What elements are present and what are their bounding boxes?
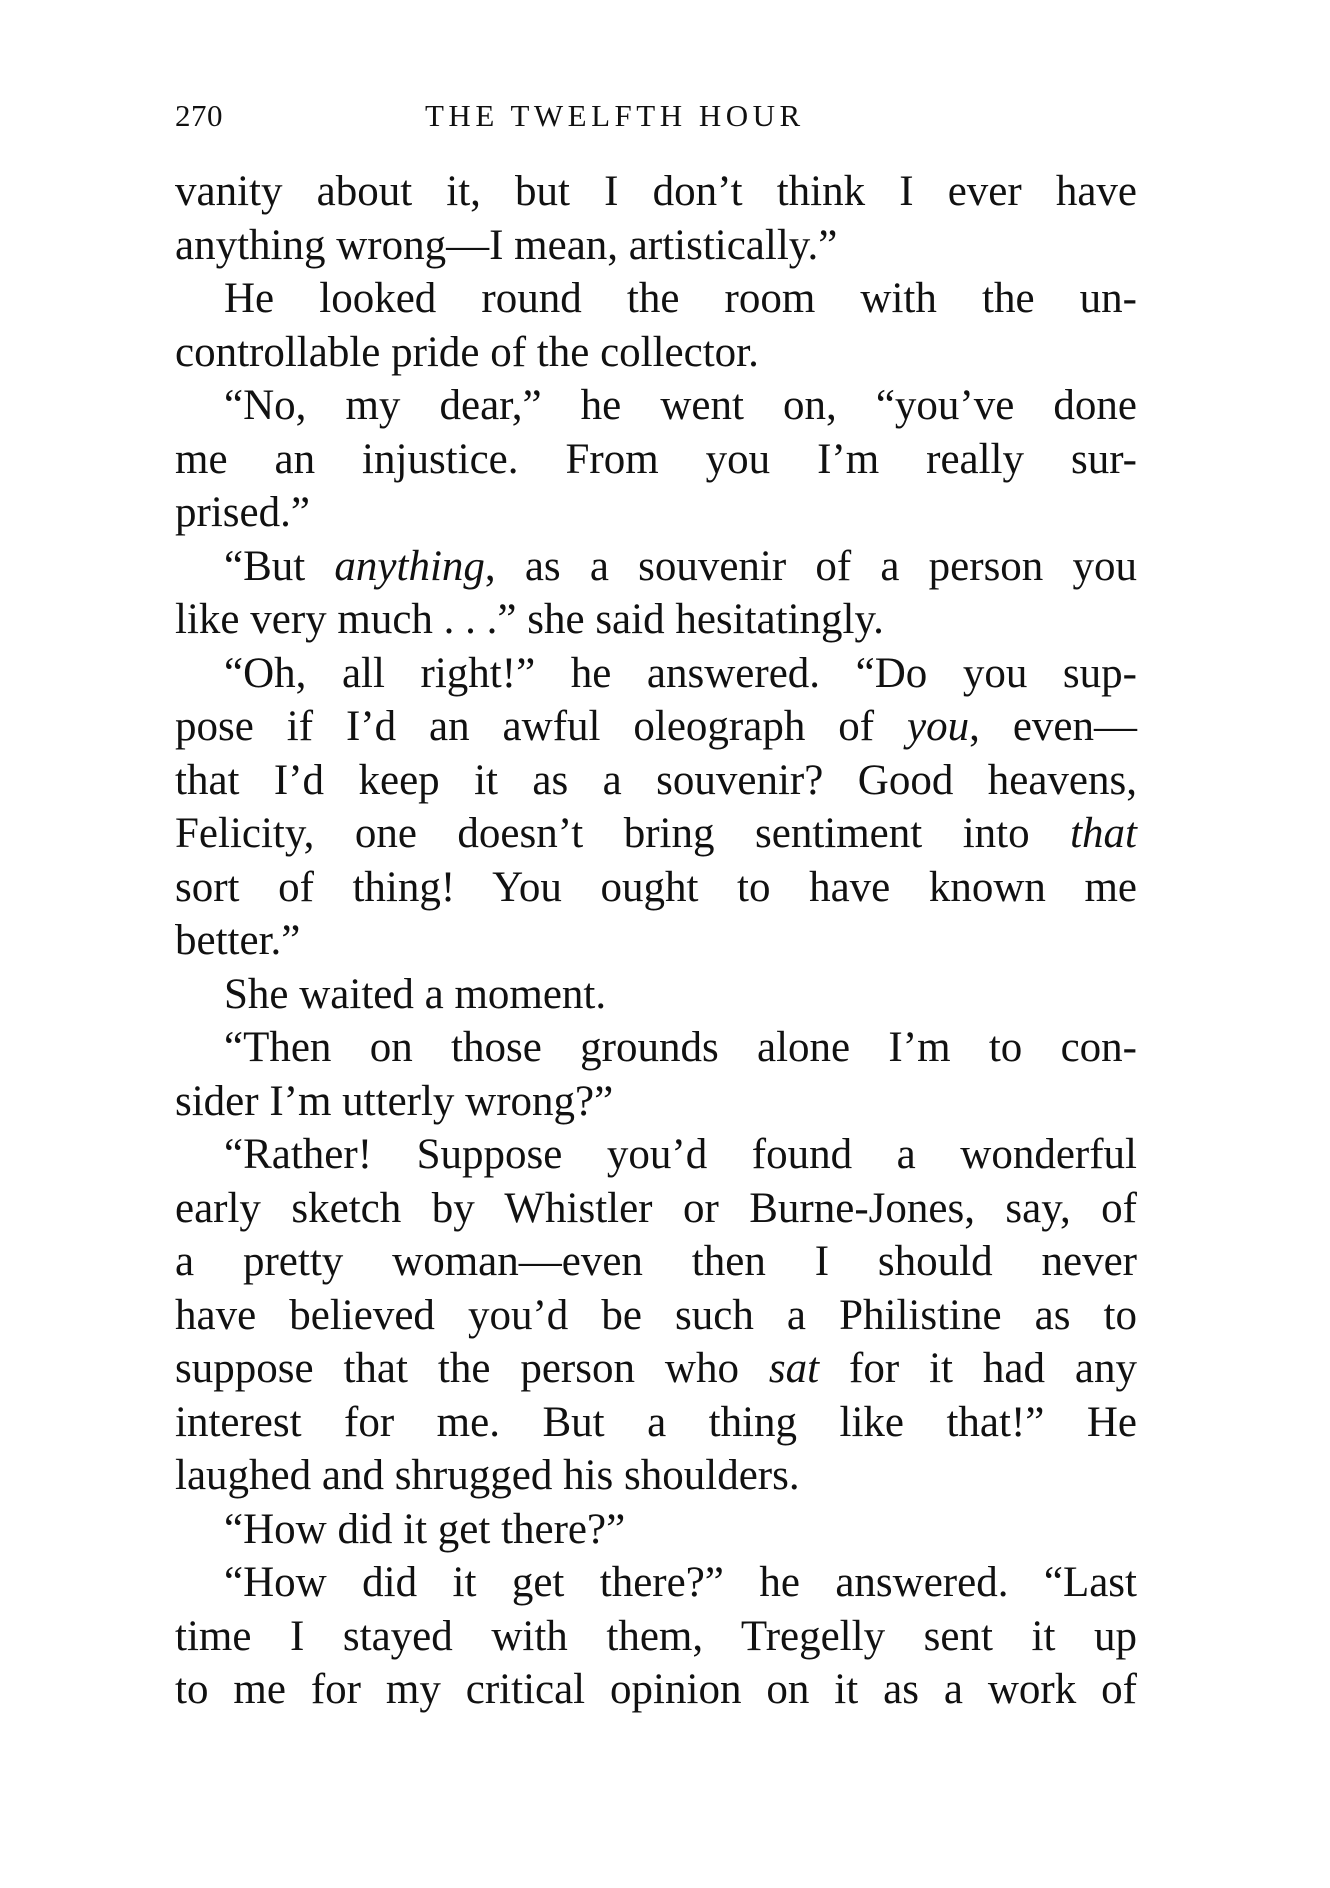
page-number: 270 xyxy=(175,98,223,133)
text-line xyxy=(175,861,1137,915)
text-segment: “How did it get there?” xyxy=(224,1505,626,1553)
text-line xyxy=(175,486,1137,540)
text-segment: have believed you’d be such a Philistine as to xyxy=(175,1291,1137,1339)
text-segment: interest for me. But a thing like that!” He xyxy=(175,1398,1137,1446)
text-segment: She waited a moment. xyxy=(224,970,607,1018)
text-line xyxy=(175,1396,1137,1450)
text-segment: to me for my critical opinion on it as a work of xyxy=(175,1666,1137,1713)
text-segment: He looked round the room with the un- xyxy=(224,275,1137,322)
page-header xyxy=(175,98,1135,148)
text-segment: , as a souvenir of a person you xyxy=(484,542,1137,590)
text-line xyxy=(175,326,1137,380)
text-line xyxy=(175,1128,1137,1182)
text-line xyxy=(175,593,1137,647)
text-line xyxy=(175,433,1137,487)
text-line xyxy=(175,1021,1137,1075)
text-line xyxy=(175,807,1137,861)
text-line xyxy=(175,540,1137,594)
italic-text: anything xyxy=(334,542,485,590)
text-line xyxy=(175,1289,1137,1343)
text-segment: suppose that the person who xyxy=(175,1345,769,1392)
text-segment: sort of thing! You ought to have known me xyxy=(175,863,1137,911)
text-line xyxy=(175,914,1137,968)
text-line xyxy=(175,1182,1137,1236)
text-segment: a pretty woman—even then I should never xyxy=(175,1238,1137,1285)
text-line xyxy=(175,219,1137,273)
text-line xyxy=(175,1075,1137,1129)
text-line xyxy=(175,165,1137,219)
text-segment: “No, my dear,” he went on, “you’ve done xyxy=(224,382,1137,429)
text-segment: early sketch by Whistler or Burne-Jones, say, of xyxy=(175,1184,1137,1232)
italic-text: sat xyxy=(768,1345,820,1392)
text-segment: “But xyxy=(224,542,335,590)
text-segment: “Then on those grounds alone I’m to con- xyxy=(224,1024,1137,1071)
text-segment: that I’d keep it as a souvenir? Good heavens, xyxy=(175,756,1137,804)
text-line xyxy=(175,1449,1137,1503)
text-line xyxy=(175,1235,1137,1289)
text-segment: anything wrong—I mean, artistically.” xyxy=(175,221,838,269)
italic-text: that xyxy=(1070,810,1137,857)
text-segment: laughed and shrugged his shoulders. xyxy=(175,1452,800,1499)
body-text xyxy=(175,165,1137,1717)
text-segment: better.” xyxy=(175,917,301,964)
italic-text: you xyxy=(907,703,970,750)
text-segment: Felicity, one doesn’t bring sentiment into xyxy=(175,810,1071,857)
text-segment: time I stayed with them, Tregelly sent it up xyxy=(175,1612,1137,1660)
text-segment: sider I’m utterly wrong?” xyxy=(175,1077,614,1125)
text-segment: “Rather! Suppose you’d found a wonderful xyxy=(224,1131,1137,1178)
text-line xyxy=(175,379,1137,433)
text-segment: pose if I’d an awful oleograph of xyxy=(175,703,908,750)
running-title: THE TWELFTH HOUR xyxy=(425,98,805,133)
text-line xyxy=(175,968,1137,1022)
text-line xyxy=(175,1556,1137,1610)
text-line xyxy=(175,700,1137,754)
text-line xyxy=(175,1663,1137,1717)
text-segment: “How did it get there?” he answered. “Last xyxy=(224,1559,1137,1606)
text-line xyxy=(175,754,1137,808)
text-segment: vanity about it, but I don’t think I ever have xyxy=(175,168,1137,215)
text-line xyxy=(175,272,1137,326)
text-line xyxy=(175,1503,1137,1557)
text-segment: for it had any xyxy=(819,1345,1138,1392)
text-segment: “Oh, all right!” he answered. “Do you sup- xyxy=(224,649,1137,697)
text-segment: controllable pride of the collector. xyxy=(175,328,759,376)
text-line xyxy=(175,647,1137,701)
text-line xyxy=(175,1342,1137,1396)
text-line xyxy=(175,1610,1137,1664)
text-segment: prised.” xyxy=(175,489,310,536)
text-segment: me an injustice. From you I’m really sur- xyxy=(175,435,1137,483)
text-segment: like very much . . .” she said hesitatingly. xyxy=(175,596,884,643)
text-segment: , even— xyxy=(969,703,1137,750)
